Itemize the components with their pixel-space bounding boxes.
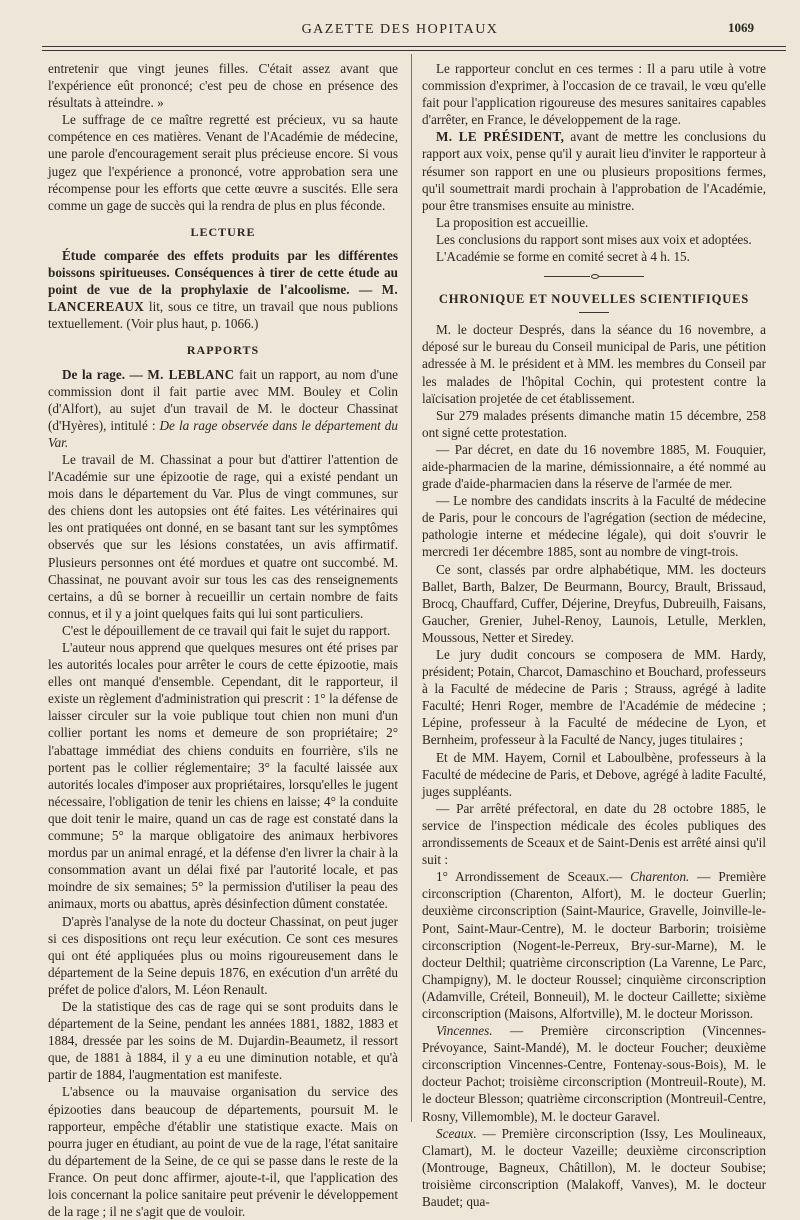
rage-title: De la rage. — bbox=[62, 366, 143, 382]
rage-work-title: De la rage observée dans le département du Var. bbox=[48, 417, 398, 450]
column-divider bbox=[411, 54, 412, 1122]
vincennes-text: — Première circonscription (Vincennes-Prévoyance, Saint-Mandé), M. le docteur Foucher; deuxième circonscription Vincennes-Centre, Fontenay-sous-Bois), M. le docteur Pachot; troisième circonscription (Montreuil-Route), M. le docteur Blesson; quatrième circonscription (Montreuil-Centre, Rosny, Villemomble), M. le docteur Garavel. bbox=[422, 1023, 766, 1124]
paragraph: — Le nombre des candidats inscrits à la Faculté de médecine de Paris, pour le concours de l'agrégation (section de médecine, pathologie interne et médecine légale), qui doit s'ouvrir le mercredi 1er décembre 1885, sont au nombre de vingt-trois. bbox=[422, 493, 766, 560]
heading-rule bbox=[579, 312, 609, 313]
paragraph: L'auteur nous apprend que quelques mesures ont été prises par les autorités locales pour arrêter le cours de cette épizootie, mais elles ont manqué d'ensemble. Cependant, dit le rapporteur, il existe un règlement d'administration qui prescrit : 1° la défense de laisser circuler sur la voie publique tout chien non muni d'un collier portant les noms et demeure de son propriétaire; 2° l'abattage immédiat des chiens conduits en fourrière, s'ils ne portent pas le collier réglementaire; 3° la faculté laissée aux autorités locales d'imposer aux propriétaires, lorsqu'elles le jugent nécessaire, l'obligation de tenir les chiens en laisse; 4° la conduite que doit tenir le maire, quand un cas de rage est constaté dans la commune; 5° la marque obligatoire des animaux herbivores mordus par un animal enragé, et la défense d'en livrer la chair à la consommation avant un délai fixé par l'autorité locale, et pas moindre de six semaines; 5° la permission d'utiliser la peau des animaux, morts ou abattus, après désinfection dûment constatée. bbox=[48, 640, 398, 912]
paragraph: Le rapporteur conclut en ces termes : Il a paru utile à votre commission d'exprimer, à l'occasion de ce travail, le vœu qu'elle fait pour l'application rigoureuse des mesures sanitaires capables d'arrêter, en France, le développement de la rage. bbox=[422, 61, 766, 128]
rage-author: M. LEBLANC bbox=[147, 366, 235, 382]
sceaux-paragraph bbox=[422, 1125, 766, 1210]
lecture-author: M. LANCEREAUX bbox=[48, 282, 398, 315]
section-heading-chronique: CHRONIQUE ET NOUVELLES SCIENTIFIQUES bbox=[438, 292, 750, 307]
section-heading-rapports: RAPPORTS bbox=[186, 343, 260, 358]
rage-text: fait un rapport, au nom d'une commission dont il fait partie avec MM. Bouley et Colin (d'Alfort), au sujet d'un travail de M. le docteur Chassinat (d'Hyères), intitulé : bbox=[48, 366, 399, 433]
paragraph: Le jury dudit concours se composera de MM. Hardy, président; Potain, Charcot, Damaschino et Bouchard, professeurs à la Faculté de médecine de Paris ; Strauss, agrégé à ladite Faculté; Henri Roger, membre de l'Académie de médecine ; Lépine, professeur à la Faculté de médecine de Lyon, et Bernheim, professeur à la Faculté de Nancy, juges titulaires ; bbox=[422, 647, 766, 748]
vincennes-paragraph bbox=[422, 1022, 766, 1125]
paragraph: L'Académie se forme en comité secret à 4 h. 15. bbox=[436, 249, 690, 265]
place-sceaux: Sceaux. bbox=[436, 1125, 477, 1141]
left-column bbox=[48, 60, 399, 1220]
president-paragraph bbox=[422, 128, 766, 213]
paragraph: C'est le dépouillement de ce travail qui fait le sujet du rapport. bbox=[62, 622, 391, 638]
paragraph: Les conclusions du rapport sont mises aux voix et adoptées. bbox=[436, 231, 752, 247]
paragraph: Le travail de M. Chassinat a pour but d'attirer l'attention de l'Académie sur une épizootie de rage, qui a existé pendant un mois dans le département du Var. Plus de vingt communes, sur des chiens dont les autopsies ont été faites. Les vétérinaires qui les ont pratiquées ont donné, en se basant tant sur les symptômes observés que sur les lésions constatées, un avis affirmatif. Plusieurs personnes ont été mordues et quatre ont succombé. M. Chassinat, ne pouvant avoir sur tous les cas des renseignements certains, a dû se borner à recueillir un certain nombre de faits connus, et il y a joint quelques faits qui lui sont particuliers. bbox=[48, 451, 398, 621]
lecture-title: Étude comparée des effets produits par les différentes boissons spiritueuses. Conséquences à tirer de cette étude au point de vue de la prophylaxie de l'alcoolisme. — bbox=[48, 247, 398, 298]
paragraph: — Par arrêté préfectoral, en date du 28 octobre 1885, le service de l'inspection médicale des écoles publiques des arrondissements de Sceaux et de Saint-Denis est arrêté ainsi qu'il suit : bbox=[422, 800, 766, 868]
header-rule-thin bbox=[42, 46, 786, 47]
sceaux-text: — Première circonscription (Issy, Les Moulineaux, Clamart), M. le docteur Vazeille; deuxième circonscription (Montrouge, Bagneux, Châtillon), M. le docteur Soubise; troisième circonscription (Malakoff, Vanves), M. le docteur Baudet; qua- bbox=[422, 1125, 766, 1209]
lecture-paragraph bbox=[48, 247, 398, 332]
place-charenton: Charenton. bbox=[630, 869, 690, 885]
running-head bbox=[0, 22, 800, 42]
lecture-text: lit, sous ce titre, un travail que nous publions textuellement. (Voir plus haut, p. 1066.) bbox=[48, 299, 398, 332]
paragraph: D'après l'analyse de la note du docteur Chassinat, on peut juger si ces dispositions ont reçu leur exécution. Ce sont ces mesures qui ont été appliquées plus ou moins rigoureusement dans le département de la Seine depuis 1876, en exécution d'un arrêté du préfet de police d'alors, M. Léon Renault. bbox=[48, 913, 398, 997]
paragraph: M. le docteur Després, dans la séance du 16 novembre, a déposé sur le bureau du Conseil municipal de Paris, une pétition adressée à M. le président et à MM. les membres du Conseil par les malades de l'hôpital Cochin, qui protestent contre la laïcisation projetée de cet établissement. bbox=[422, 322, 766, 406]
sceaux-charenton-paragraph bbox=[422, 868, 766, 1022]
rage-paragraph bbox=[48, 366, 398, 451]
paragraph: Le suffrage de ce maître regretté est précieux, vu sa haute compétence en ces matières. Venant de l'Académie de médecine, une parole d'encouragement serait plus précieuse encore. Si vous jugez que l'expérience a prononcé, votre approbation sera une récompense pour les efforts que cette œuvre a suscités. Elle sera comme un gage de succès qui la rendra de plus en plus féconde. bbox=[48, 112, 398, 213]
place-vincennes: Vincennes. bbox=[436, 1023, 493, 1039]
header-rule-thick bbox=[42, 50, 786, 51]
charenton-text: — Première circonscription (Charenton, Alfort), M. le docteur Guerlin; deuxième circonscription (Saint-Maurice, Gravelle, Joinville-le-Pont, Saint-Maur-Centre), M. le docteur Barborin; troisième circonscription (Nogent-le-Perreux, Bry-sur-Marne), M. le docteur Delthil; quatrième circonscription (La Varenne, Le Parc, Champigny), M. le docteur Roussel; cinquième circonscription (Adamville, Créteil, Bonneuil), M. le docteur Caillette; sixième circonscription (Maisons, Alfortville), M. le docteur Morisson. bbox=[422, 869, 766, 1021]
paragraph: L'absence ou la mauvaise organisation du service des épizooties dans beaucoup de départements, poursuit M. le rapporteur, empêche d'établir une statistique exacte. Mais on pourra juger en étudiant, au point de vue de la rage, l'état sanitaire du département de la Seine, de ce qui se passe dans le reste de la France. On peut donc affirmer, ajoute-t-il, que l'application des lois concernant la police sanitaire peut prévenir le développement de la rage ; il ne s'agit que de vouloir. bbox=[48, 1084, 398, 1220]
paragraph: La proposition est accueillie. bbox=[436, 214, 589, 230]
right-column bbox=[422, 60, 766, 1209]
journal-title: GAZETTE DES HOPITAUX bbox=[301, 22, 499, 37]
paragraph: — Par décret, en date du 16 novembre 1885, M. Fouquier, aide-pharmacien de la marine, démissionnaire, a été nommé au grade d'aide-pharmacien dans la réserve de l'armée de mer. bbox=[422, 441, 766, 492]
section-heading-lecture: LECTURE bbox=[190, 224, 256, 239]
page-number: 1069 bbox=[728, 20, 754, 35]
paragraph: Et de MM. Hayem, Cornil et Laboulbène, professeurs à la Faculté de médecine de Paris, et Debove, agrégé à ladite Faculté, juges suppléants. bbox=[422, 749, 766, 799]
president-text: avant de mettre les conclusions du rapport aux voix, pense qu'il y aurait lieu d'inviter le rapporteur à résumer son rapport en une ou plusieurs propositions fermes, qu'il soumettrait mardi prochain à l'approbation de l'Académie, pour être transmises ensuite au ministre. bbox=[422, 129, 766, 213]
paragraph: entretenir que vingt jeunes filles. C'était assez avant que l'expérience eût prononcé; c'est peu de chose en présence des résultats à atteindre. » bbox=[48, 61, 398, 111]
paragraph: Sur 279 malades présents dimanche matin 15 décembre, 258 ont signé cette protestation. bbox=[422, 407, 766, 440]
paragraph: De la statistique des cas de rage qui se sont produits dans le département de la Seine, pendant les années 1881, 1882, 1883 et 1884, dressée par les soins de M. Dujardin-Beaumetz, il ressort que, de 1881 à 1884, il y a eu une diminution notable, et qu'à partir de 1884, l'augmentation est manifeste. bbox=[48, 998, 398, 1083]
paragraph: Ce sont, classés par ordre alphabétique, MM. les docteurs Ballet, Barth, Balzer, De Beurmann, Bourcy, Brault, Brissaud, Brocq, Chauffard, Cuffer, Déjerine, Dreyfus, Dubreuilh, Faisans, Gaucher, Grenier, Juhel-Renoy, Launois, Letulle, Merklen, Moussous, Netter et Siredey. bbox=[422, 561, 766, 645]
ornament-divider bbox=[544, 273, 644, 279]
arrondissement-lead: 1° Arrondissement de Sceaux.— bbox=[436, 869, 631, 885]
president-label: M. LE PRÉSIDENT, bbox=[436, 129, 565, 145]
